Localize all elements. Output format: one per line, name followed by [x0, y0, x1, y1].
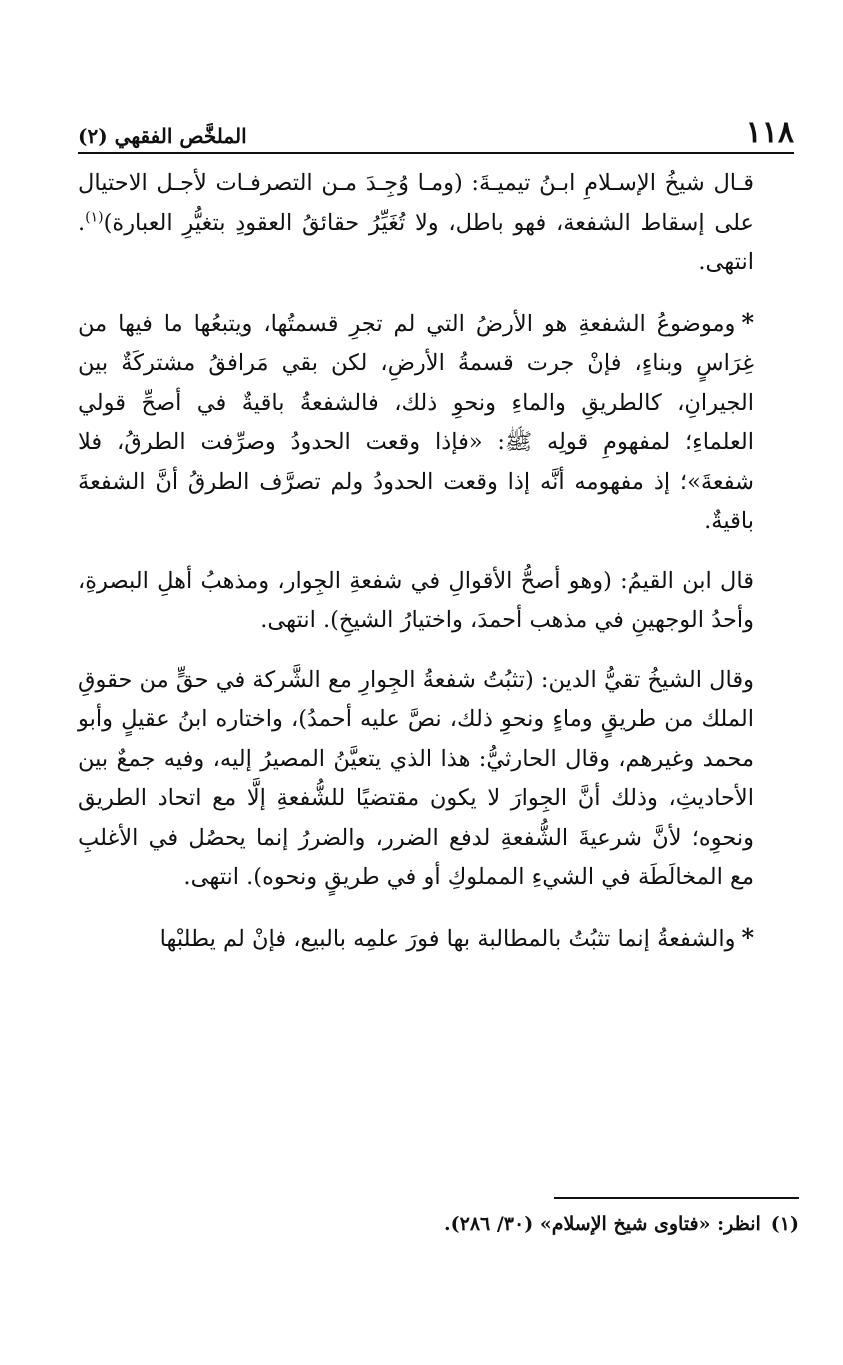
paragraph-ibn-qayyim-quote [78, 562, 794, 641]
footnote [83, 1209, 799, 1239]
paragraph-text: قـال شيخُ الإسـلامِ ابـنُ تيميـةَ: (ومـا وُجِـدَ مـن التصرفـات لأجـل الاحتيال على إسقاط الشفعة، فهو باطل، ولا تُغَيِّرُ حقائقُ العقودِ بتغيُّرِ العبارة) [78, 170, 754, 236]
paragraph-text: والشفعةُ إنما تثبُتُ بالمطالبة بها فورَ علمِه بالبيع، فإنْ لم يطلبْها [159, 925, 736, 952]
paragraph-text: وقال الشيخُ تقيُّ الدين: (تثبُتُ شفعةُ الجِوارِ مع الشَّركة في حقٍّ من حقوقِ الملك من طريقٍ وماءٍ ونحوِ ذلك، نصَّ عليه أحمدُ)، واختاره ابنُ عقيلٍ وأبو محمد وغيرهم، وقال الحارثيُّ: هذا الذي يتعيَّنُ المصيرُ إليه، وفيه جمعٌ بين الأحاديثِ، وذلك أنَّ الجِوارَ لا يكون مقتضيًا للشُّفعةِ إلَّا مع اتحاد الطريق ونحوِه؛ لأنَّ شرعيةَ الشُّفعةِ لدفع الضرر، والضررُ إنما يحصُل في الأغلبِ مع المخالَطَة في الشيءِ المملوكِ أو في طريقٍ ونحوه). انتهى. [78, 666, 754, 890]
paragraph-text: قال ابن القيمُ: (وهو أصحُّ الأقوالِ في شفعةِ الجِوار، ومذهبُ أهلِ البصرةِ، وأحدُ الوجهينِ في مذهب أحمدَ، واختيارُ الشيخِ). انتهى. [78, 567, 754, 633]
asterisk-bullet-icon: * [741, 922, 754, 952]
paragraph-tail: . انتهى. [78, 209, 754, 275]
footnote-reference: (١) [85, 209, 104, 225]
paragraph-taqi-al-din-quote [78, 661, 794, 898]
main-text [78, 164, 794, 979]
running-title: الملخَّص الفقهي (٢) [78, 124, 247, 148]
asterisk-bullet-icon: * [741, 307, 754, 337]
paragraph-shufa-demand [78, 918, 794, 960]
paragraph-shufa-subject [78, 303, 794, 542]
paragraph-text: وموضوعُ الشفعةِ هو الأرضُ التي لم تجرِ قسمتُها، ويتبعُها ما فيها من غِرَاسٍ وبناءٍ، فإنْ جرت قسمةُ الأرضِ، لكن بقي مَرافقُ مشتركَةٌ بين الجيرانِ، كالطريقِ والماءِ ونحوِ ذلك، فالشفعةُ باقيةٌ في أصحِّ قولي العلماءِ؛ لمفهومِ قولِه ﷺ: «فإذا وقعت الحدودُ وصرِّفت الطرقُ، فلا شفعةَ»؛ إذ مفهومه أنَّه إذا وقعت الحدودُ ولم تصرَّف الطرقُ أنَّ الشفعةَ باقيةٌ. [78, 310, 754, 534]
footnote-divider [554, 1197, 799, 1199]
header-divider [78, 152, 794, 154]
footnote-marker: (١) [770, 1213, 799, 1235]
page-header [78, 110, 794, 150]
footnote-text: انظر: «فتاوى شيخ الإسلام» (٣٠/ ٢٨٦). [444, 1213, 761, 1235]
page-number: ١١٨ [745, 115, 794, 150]
paragraph-ibn-taymiyya-quote [78, 164, 794, 283]
